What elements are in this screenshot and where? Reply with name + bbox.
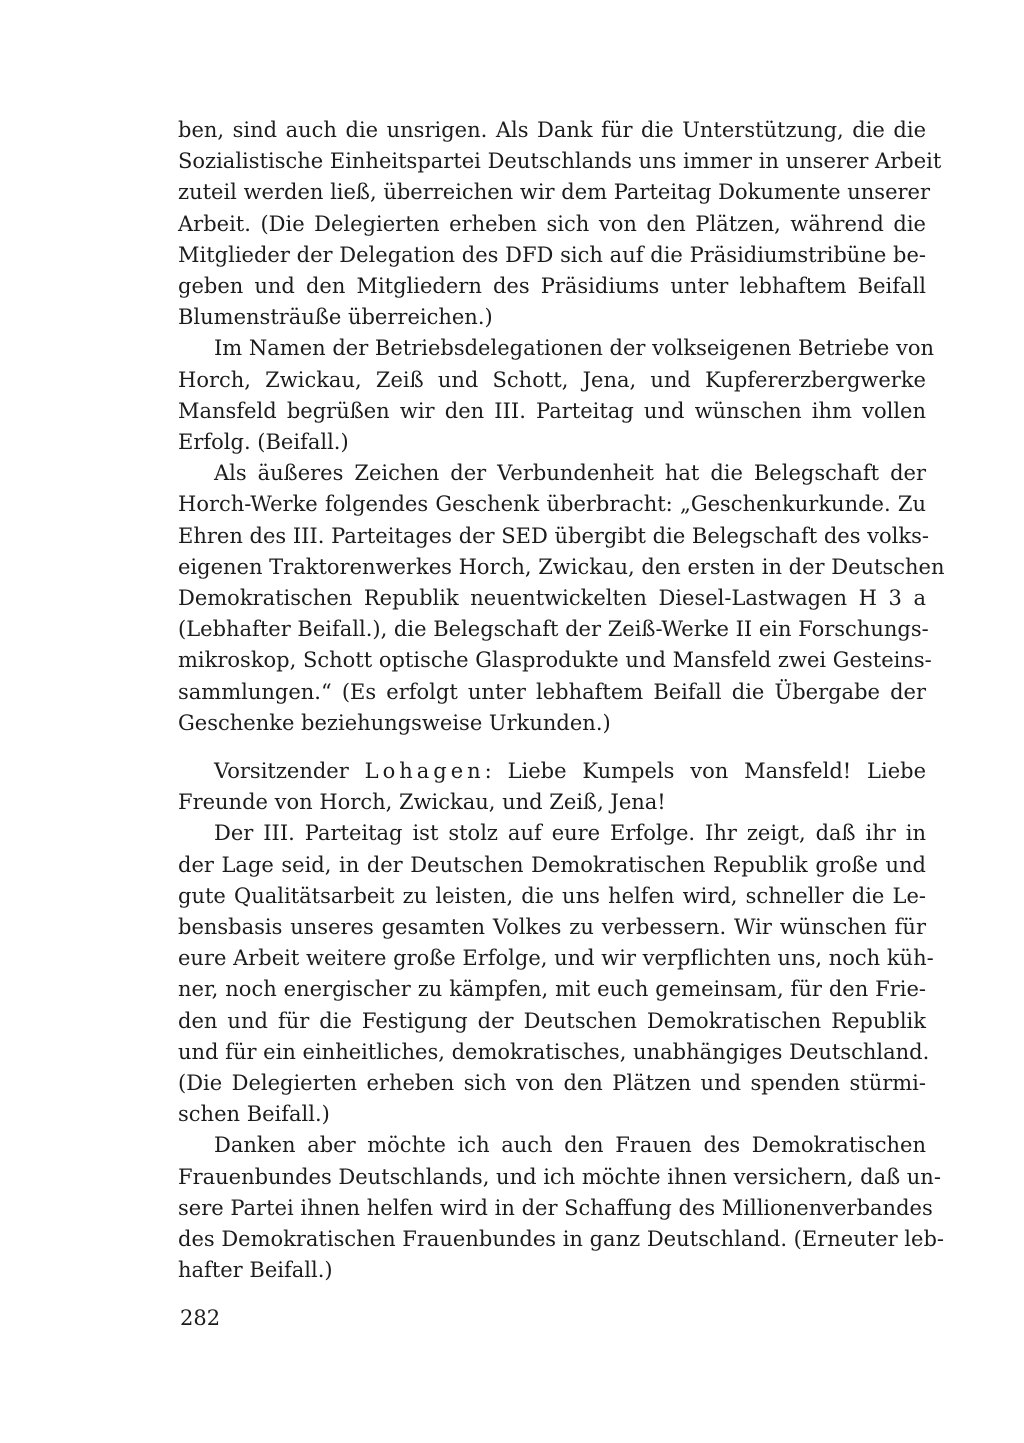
text-line: Der III. Parteitag ist stolz auf eure Erfolge. Ihr zeigt, daß ihr in xyxy=(214,821,926,846)
speaker-line xyxy=(178,756,926,787)
text-line: gute Qualitätsarbeit zu leisten, die uns helfen wird, schneller die Le- xyxy=(178,883,926,908)
text-line: schen Beifall.) xyxy=(178,1102,330,1127)
text-line: den und für die Festigung der Deutschen Demokratischen Republik xyxy=(178,1008,926,1033)
text-block-top xyxy=(178,115,945,739)
text-line: Als äußeres Zeichen der Verbundenheit hat die Belegschaft der xyxy=(214,461,926,486)
paragraph-betriebsdelegationen xyxy=(178,333,935,458)
text-line: Erfolg. (Beifall.) xyxy=(178,430,349,455)
text-line: Danken aber möchte ich auch den Frauen des Demokratischen xyxy=(214,1133,926,1158)
text-block-bottom xyxy=(178,756,944,1286)
text-line: eigenen Traktorenwerkes Horch, Zwickau, den ersten in der Deutschen xyxy=(178,554,945,579)
page-number: 282 xyxy=(180,1306,221,1330)
paragraph-parteitag-stolz xyxy=(178,818,934,1130)
text-line: (Lebhafter Beifall.), die Belegschaft der Zeiß-Werke II ein Forschungs- xyxy=(178,617,929,642)
text-line: und für ein einheitliches, demokratisches, unabhängiges Deutschland. xyxy=(178,1039,930,1064)
text-line: Frauenbundes Deutschlands, und ich möchte ihnen versichern, daß un- xyxy=(178,1164,941,1189)
text-line: Im Namen der Betriebsdelegationen der volkseigenen Betriebe von xyxy=(214,336,935,361)
text-line: ner, noch energischer zu kämpfen, mit euch gemeinsam, für den Frie- xyxy=(178,977,926,1002)
speaker-line-rest: : Liebe Kumpels von Mansfeld! Liebe xyxy=(484,759,926,783)
text-line: Horch-Werke folgendes Geschenk überbracht: „Geschenkurkunde. Zu xyxy=(178,492,926,517)
paragraph-continuation xyxy=(178,115,942,333)
text-line: Mitglieder der Delegation des DFD sich auf die Präsidiumstribüne be- xyxy=(178,242,926,267)
text-line: Horch, Zwickau, Zeiß und Schott, Jena, und Kupfererzbergwerke xyxy=(178,367,926,392)
text-line: Demokratischen Republik neuentwickelten Diesel-Lastwagen H 3 a xyxy=(178,586,926,611)
text-line: hafter Beifall.) xyxy=(178,1258,333,1283)
paragraph-geschenk xyxy=(178,458,945,739)
text-line: sammlungen.“ (Es erfolgt unter lebhaftem Beifall die Übergabe der xyxy=(178,679,926,704)
text-line: mikroskop, Schott optische Glasprodukte und Mansfeld zwei Gesteins- xyxy=(178,648,932,673)
text-line: bensbasis unseres gesamten Volkes zu verbessern. Wir wünschen für xyxy=(178,915,926,940)
text-line: Freunde von Horch, Zwickau, und Zeiß, Jena! xyxy=(178,790,666,815)
text-line: des Demokratischen Frauenbundes in ganz Deutschland. (Erneuter leb- xyxy=(178,1227,944,1252)
speaker-name: Lohagen xyxy=(364,759,485,783)
text-line: zuteil werden ließ, überreichen wir dem Parteitag Dokumente unserer xyxy=(178,180,931,205)
speaker-paragraph xyxy=(178,756,926,818)
text-line: (Die Delegierten erheben sich von den Plätzen und spenden stürmi- xyxy=(178,1071,926,1096)
text-line: geben und den Mitgliedern des Präsidiums unter lebhaftem Beifall xyxy=(178,274,926,299)
text-line: Mansfeld begrüßen wir den III. Parteitag und wünschen ihm vollen xyxy=(178,398,926,423)
text-line: sere Partei ihnen helfen wird in der Schaffung des Millionenverbandes xyxy=(178,1195,933,1220)
text-line: ben, sind auch die unsrigen. Als Dank für die Unterstützung, die die xyxy=(178,118,926,142)
text-line: Ehren des III. Parteitages der SED übergibt die Belegschaft des volks- xyxy=(178,523,929,548)
text-line: Arbeit. (Die Delegierten erheben sich von den Plätzen, während die xyxy=(178,211,926,236)
paragraph-frauenbund xyxy=(178,1130,944,1286)
text-line: der Lage seid, in der Deutschen Demokratischen Republik große und xyxy=(178,852,926,877)
text-line: eure Arbeit weitere große Erfolge, und wir verpflichten uns, noch küh- xyxy=(178,946,934,971)
speaker-role: Vorsitzender xyxy=(214,759,349,783)
text-line: Geschenke beziehungsweise Urkunden.) xyxy=(178,710,611,735)
text-line: Sozialistische Einheitspartei Deutschlands uns immer in unserer Arbeit xyxy=(178,149,942,174)
text-line: Blumensträuße überreichen.) xyxy=(178,305,493,330)
